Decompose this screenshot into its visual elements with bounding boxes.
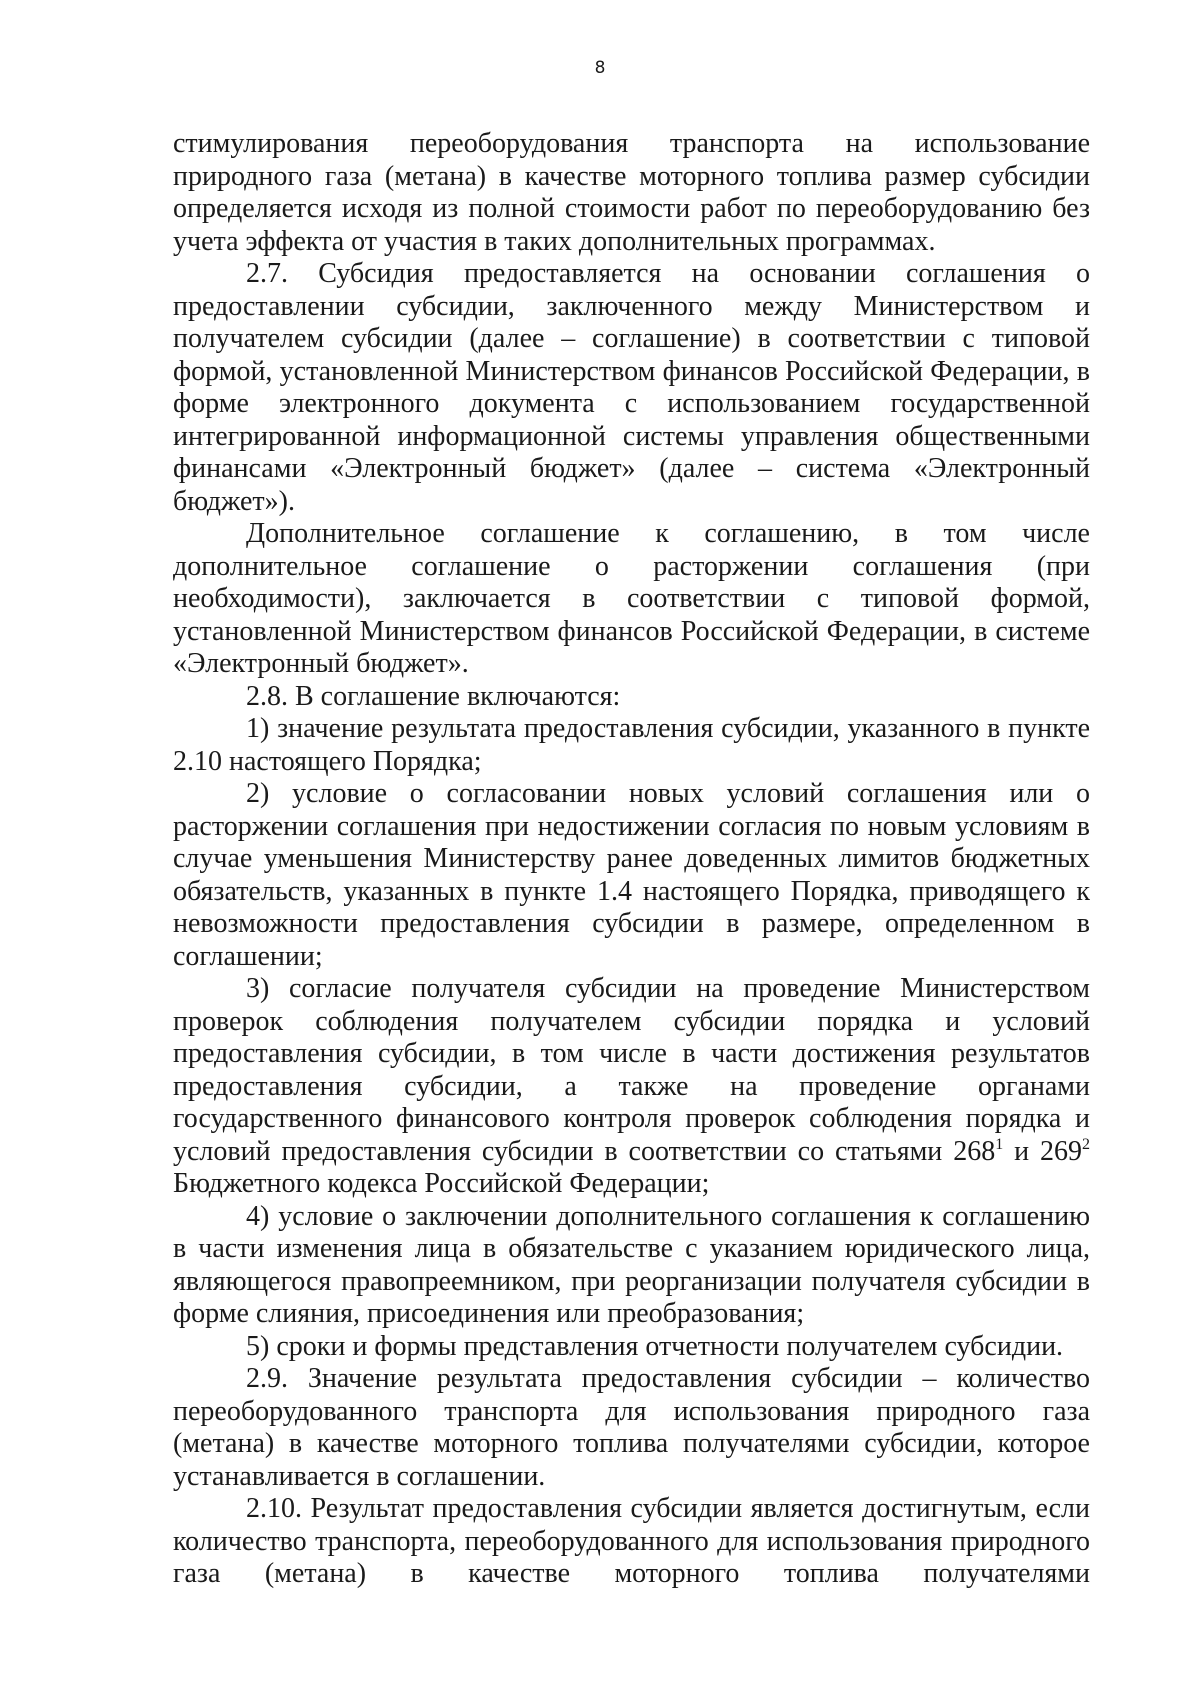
article-269-superscript: 2 xyxy=(1082,1135,1091,1153)
page-number: 8 xyxy=(594,58,606,78)
list-item-3 xyxy=(173,973,1090,1201)
paragraph-2-10: 2.10. Результат предоставления субсидии является достигнутым, если количество транспорта, переоборудованного для использования природного газа (метана) в качестве моторного топлива получателями xyxy=(173,1493,1090,1589)
list-item-5: 5) сроки и формы представления отчетности получателем субсидии. xyxy=(246,1330,1064,1362)
article-268: 268 xyxy=(953,1135,996,1167)
paragraph-continuation: стимулирования переоборудования транспорта на использование природного газа (метана) в качестве моторного топлива размер субсидии определяется исходя из полной стоимости работ по переоборудованию без учета эффекта от участия в таких дополнительных программах. xyxy=(173,128,1090,257)
article-269: 269 xyxy=(1040,1135,1083,1167)
paragraph-2-7: 2.7. Субсидия предоставляется на основании соглашения о предоставлении субсидии, заключенного между Министерством и получателем субсидии (далее – соглашение) в соответствии с типовой формой, установленной Министерством финансов Российской Федерации, в форме электронного документа с использованием государственной интегрированной информационной системы управления общественными финансами «Электронный бюджет» (далее – система «Электронный бюджет»). xyxy=(173,258,1090,517)
document-body xyxy=(173,128,1090,1591)
list-item-4: 4) условие о заключении дополнительного соглашения к соглашению в части изменения лица в обязательстве с указанием юридического лица, являющегося правопреемником, при реорганизации получателя субсидии в форме слияния, присоединения или преобразования; xyxy=(173,1200,1090,1329)
list-item-3-end: Бюджетного кодекса Российской Федерации; xyxy=(173,1168,710,1199)
list-item-1: 1) значение результата предоставления субсидии, указанного в пункте 2.10 настоящего Порядка; xyxy=(173,713,1090,777)
list-item-2: 2) условие о согласовании новых условий соглашения или о расторжении соглашения при недостижении согласия по новым условиям в случае уменьшения Министерству ранее доведенных лимитов бюджетных обязательств, указанных в пункте 1.4 настоящего Порядка, приводящего к невозможности предоставления субсидии в размере, определенном в соглашении; xyxy=(173,778,1090,972)
paragraph-additional-agreement: Дополнительное соглашение к соглашению, в том числе дополнительное соглашение о расторжении соглашения (при необходимости), заключается в соответствии с типовой формой, установленной Министерством финансов Российской Федерации, в системе «Электронный бюджет». xyxy=(173,518,1090,679)
list-item-3-text: 3) согласие получателя субсидии на проведение Министерством проверок соблюдения получателем субсидии порядка и условий предоставления субсидии, в том числе в части достижения результатов предоставления субсидии, а также на проведение органами государственного финансового контроля проверок соблюдения порядка и условий предоставления субсидии в соответствии со статьями xyxy=(173,973,1090,1167)
article-268-superscript: 1 xyxy=(995,1135,1004,1153)
article-connector: и xyxy=(1003,1135,1041,1167)
paragraph-2-9: 2.9. Значение результата предоставления субсидии – количество переоборудованного транспорта для использования природного газа (метана) в качестве моторного топлива получателями субсидии, которое устанавливается в соглашении. xyxy=(173,1363,1090,1492)
paragraph-2-8: 2.8. В соглашение включаются: xyxy=(246,680,621,712)
